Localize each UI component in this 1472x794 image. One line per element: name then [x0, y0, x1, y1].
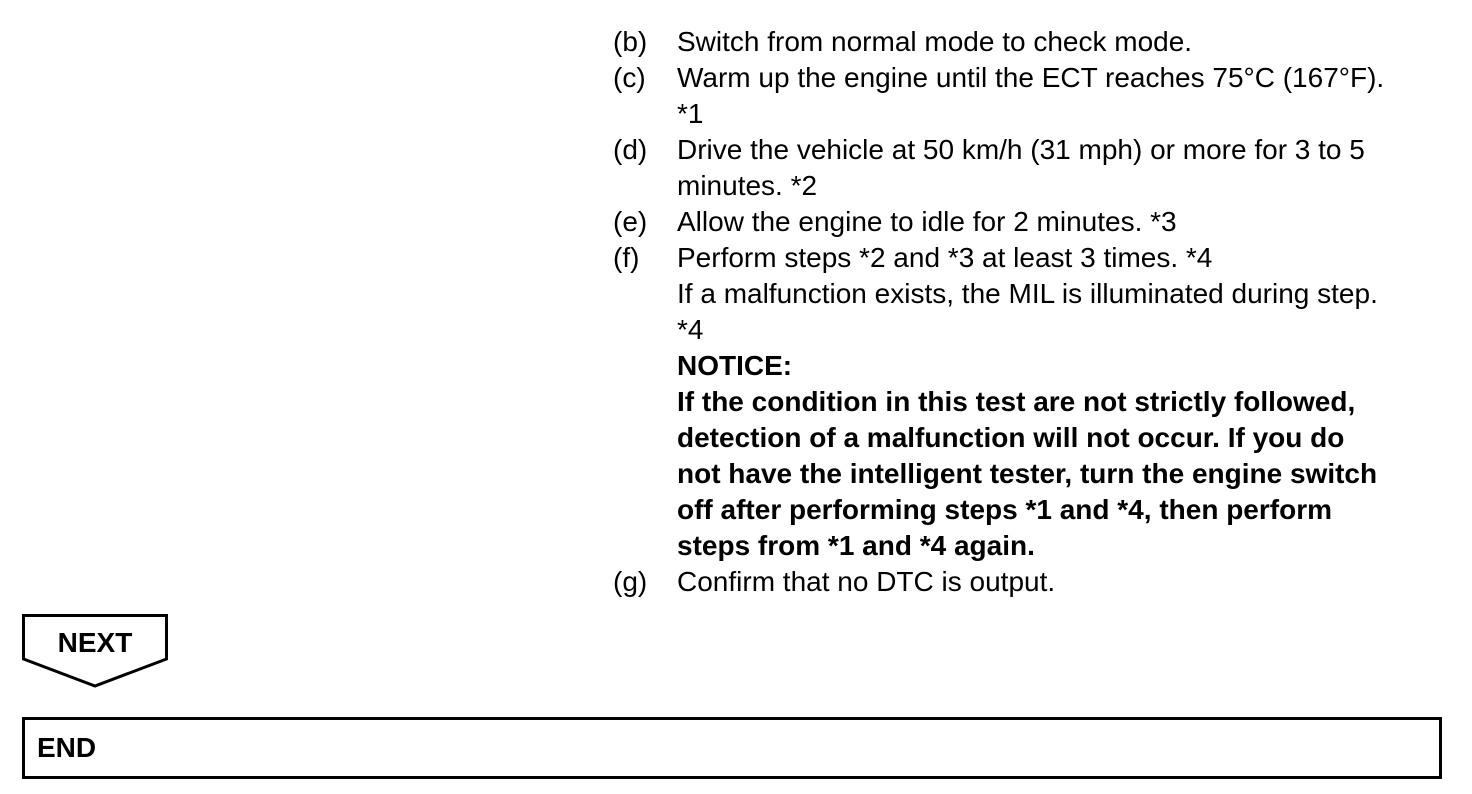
step-letter: (e) [613, 206, 648, 237]
step-line: Confirm that no DTC is output. [677, 566, 1056, 597]
step-letter: (c) [613, 62, 646, 93]
step-text [677, 240, 1453, 564]
notice-line: off after performing steps *1 and *4, then perform [677, 494, 1332, 525]
notice-title: NOTICE: [677, 350, 793, 381]
notice-line: If the condition in this test are not strictly followed, [677, 386, 1356, 417]
notice-line: steps from *1 and *4 again. [677, 530, 1035, 561]
step-line: Perform steps *2 and *3 at least 3 times. *4 [677, 242, 1213, 273]
step-letter: (f) [613, 242, 640, 273]
step-f [613, 240, 1453, 564]
step-letter: (d) [613, 134, 648, 165]
step-e [613, 204, 1453, 240]
step-c [613, 60, 1453, 132]
step-text [677, 60, 1453, 132]
step-text [677, 132, 1453, 204]
notice-line: not have the intelligent tester, turn the engine switch [677, 458, 1378, 489]
step-line: Switch from normal mode to check mode. [677, 26, 1193, 57]
step-line: minutes. *2 [677, 170, 818, 201]
procedure-steps [613, 24, 1453, 600]
step-line: Warm up the engine until the ECT reaches 75°C (167°F). [677, 62, 1385, 93]
next-button[interactable] [22, 614, 168, 688]
next-label: NEXT [57, 627, 133, 658]
end-label: END [37, 732, 97, 763]
step-line: Allow the engine to idle for 2 minutes. *3 [677, 206, 1177, 237]
step-line: If a malfunction exists, the MIL is illuminated during step. [677, 278, 1378, 309]
notice-block [677, 348, 1453, 564]
step-line: *4 [677, 314, 704, 345]
end-box [22, 717, 1442, 779]
step-text [677, 24, 1453, 60]
step-g [613, 564, 1453, 600]
step-letter: (g) [613, 566, 648, 597]
step-d [613, 132, 1453, 204]
notice-line: detection of a malfunction will not occur. If you do [677, 422, 1345, 453]
step-text [677, 564, 1453, 600]
step-letter: (b) [613, 26, 648, 57]
step-text [677, 204, 1453, 240]
step-line: *1 [677, 98, 704, 129]
step-line: Drive the vehicle at 50 km/h (31 mph) or more for 3 to 5 [677, 134, 1365, 165]
step-b [613, 24, 1453, 60]
